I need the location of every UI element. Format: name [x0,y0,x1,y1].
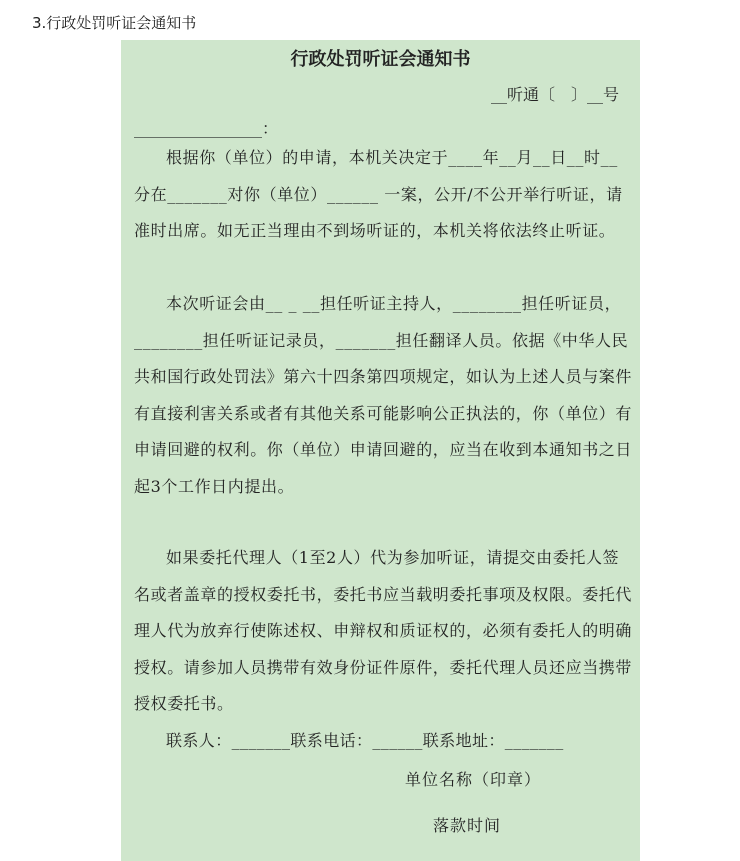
contact-line: 联系人：_______联系电话：______联系地址：_______ [166,731,564,750]
document-title: 行政处罚听证会通知书 [290,49,471,70]
paragraph-agent-authorization: 如果委托代理人（1至2人）代为参加听证，请提交由委托人签名或者盖章的授权委托书，委托书应当载明委托事项及权限。委托代理人代为放弃行使陈述权、申辩权和质证权的，必须有委托人的明确授权。请参加人员携带有效身份证件原件，委托代理人员还应当携带授权委托书。 [134,548,633,713]
paragraph-hearing-schedule: 根据你（单位）的申请，本机关决定于____年__月__日__时__分在_______对你（单位）______ 一案，公开/不公开举行听证，请准时出席。如无正当理由不到场听证的，本机关将依法终止听证。 [134,148,623,240]
unit-name-seal: 单位名称（印章） [405,770,542,789]
notice-document [121,40,640,861]
signature-date: 落款时间 [433,816,502,835]
section-heading: 3.行政处罚听证会通知书 [32,14,197,32]
paragraph-hearing-personnel: 本次听证会由__ _ __担任听证主持人，________担任听证员，________担任听证记录员，_______担任翻译人员。依据《中华人民共和国行政处罚法》第六十四条第四项规定，如认为上述人员与案件有直接利害关系或者有其他关系可能影响公正执法的，你（单位）有申请回避的权利。你（单位）申请回避的，应当在收到本通知书之日起3个工作日内提出。 [134,294,633,496]
addressee-line: ________________： [134,119,279,138]
reference-number: __听通〔 〕__号 [490,85,619,104]
